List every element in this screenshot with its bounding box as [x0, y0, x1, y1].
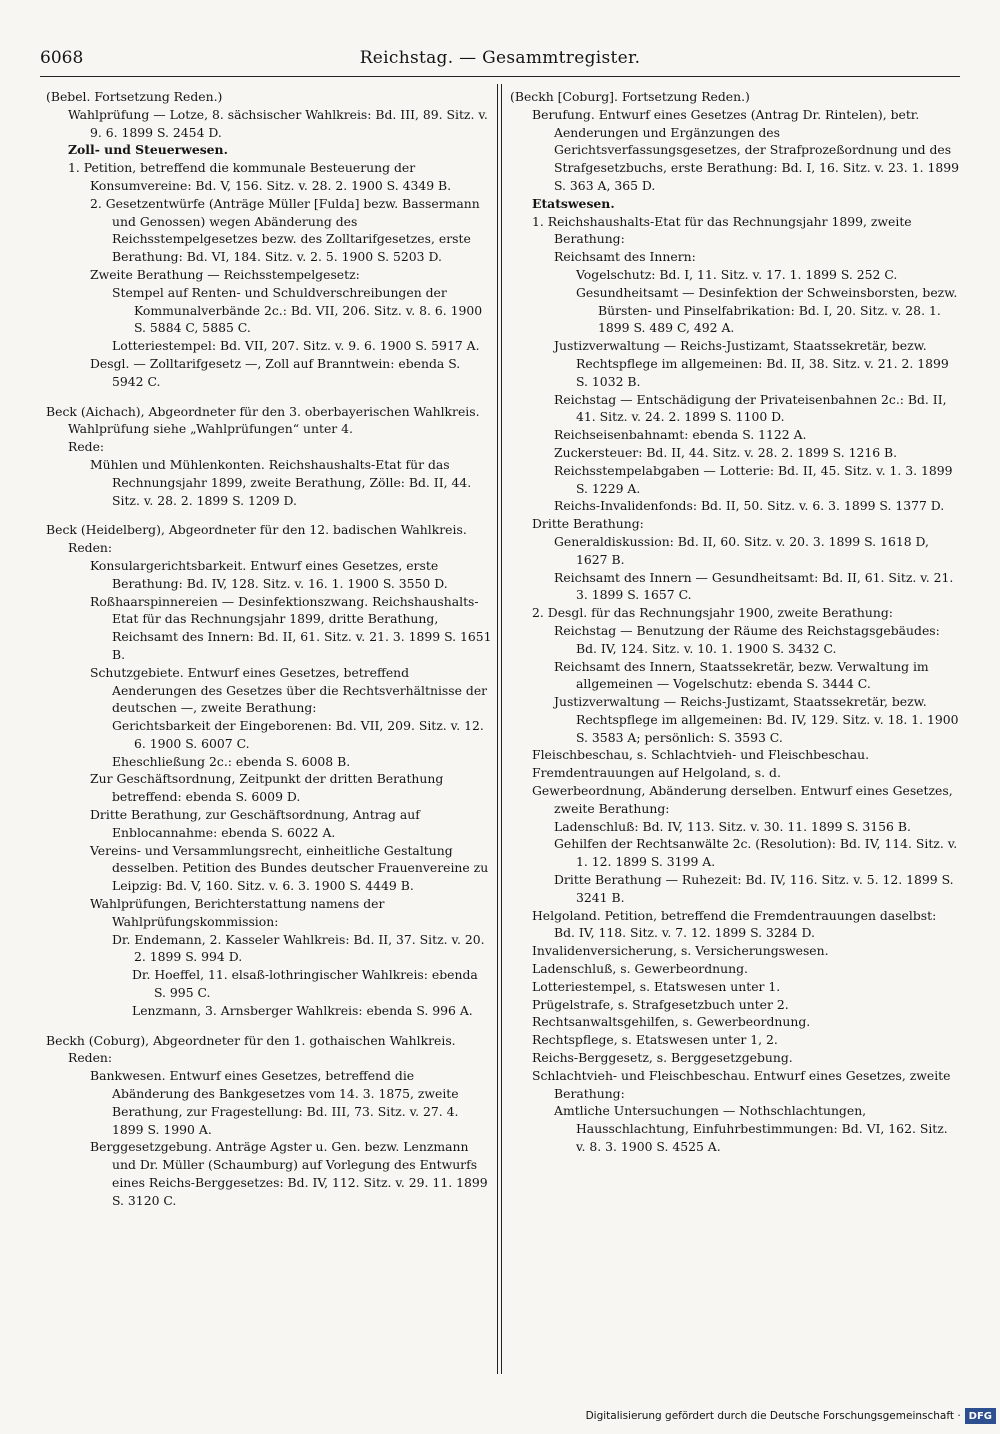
index-line: Reichs-Invalidenfonds: Bd. II, 50. Sitz. v. 6. 3. 1899 S. 1377 D. — [554, 498, 945, 514]
running-head: Reichstag. — Gesammtregister. — [359, 48, 641, 68]
index-line: Zuckersteuer: Bd. II, 44. Sitz. v. 28. 2. 1899 S. 1216 B. — [554, 444, 898, 460]
index-entry — [46, 521, 492, 1019]
index-line: 2. Gesetzentwürfe (Anträge Müller [Fulda] bezw. Bassermann und Genossen) wegen Abänderung des Reichsstempelgesetzes bezw. des Zolltarifgesetzes, erste Berathung: Bd. VI, 184. Sitz. v. 2. 5. 1900 S. 5203 D. — [90, 195, 480, 265]
index-line: Prügelstrafe, s. Strafgesetzbuch unter 2. — [532, 996, 789, 1012]
index-line: Schlachtvieh- und Fleischbeschau. Entwurf eines Gesetzes, zweite Berathung: — [532, 1067, 951, 1101]
index-line: Gewerbeordnung, Abänderung derselben. Entwurf eines Gesetzes, zweite Berathung: — [532, 783, 953, 816]
index-line: Justizverwaltung — Reichs-Justizamt, Staatssekretär, bezw. Rechtspflege im allgemeinen: Bd. II, 38. Sitz. v. 21. 2. 1899 S. 1032 B. — [554, 338, 949, 389]
index-line: Lenzmann, 3. Arnsberger Wahlkreis: ebenda S. 996 A. — [132, 1002, 473, 1018]
index-line: Dr. Endemann, 2. Kasseler Wahlkreis: Bd. II, 37. Sitz. v. 20. 2. 1899 S. 994 D. — [112, 931, 485, 965]
index-entry — [46, 403, 492, 510]
index-line: Reichsamt des Innern — Gesundheitsamt: Bd. II, 61. Sitz. v. 21. 3. 1899 S. 1657 C. — [554, 569, 954, 603]
column-divider — [497, 84, 498, 1374]
index-line: 1. Petition, betreffend die kommunale Besteuerung der Konsumvereine: Bd. V, 156. Sitz. v. 28. 2. 1900 S. 4349 B. — [68, 160, 452, 193]
index-line: Vereins- und Versammlungsrecht, einheitliche Gestaltung desselben. Petition des Bundes deutscher Frauenvereine zu Leipzig: Bd. V, 160. Sitz. v. 6. 3. 1900 S. 4449 B. — [90, 842, 489, 894]
index-line: Rechtsanwaltsgehilfen, s. Gewerbeordnung. — [532, 1014, 811, 1030]
index-line: Beck (Aichach), Abgeordneter für den 3. oberbayerischen Wahlkreis. — [46, 403, 480, 419]
index-line: Lotteriestempel: Bd. VII, 207. Sitz. v. 9. 6. 1900 S. 5917 A. — [112, 338, 480, 354]
index-line: Stempel auf Renten- und Schuldverschreibungen der Kommunalverbände 2c.: Bd. VII, 206. Sitz. v. 8. 6. 1900 S. 5884 C, 5885 C. — [112, 284, 483, 336]
index-line: Reichstag — Entschädigung der Privateisenbahnen 2c.: Bd. II, 41. Sitz. v. 24. 2. 1899 S. 1100 D. — [554, 391, 947, 425]
index-line: Konsulargerichtsbarkeit. Entwurf eines Gesetzes, erste Berathung: Bd. IV, 128. Sitz. v. 16. 1. 1900 S. 3550 D. — [90, 557, 448, 591]
left-column — [46, 88, 492, 1368]
index-line: Vogelschutz: Bd. I, 11. Sitz. v. 17. 1. 1899 S. 252 C. — [576, 266, 898, 282]
index-line: Lotteriestempel, s. Etatswesen unter 1. — [532, 978, 781, 994]
index-line: 2. Desgl. für das Rechnungsjahr 1900, zweite Berathung: — [532, 605, 893, 621]
section-heading: Etatswesen. — [532, 195, 615, 211]
index-line: Wahlprüfungen, Berichterstattung namens der Wahlprüfungskommission: — [90, 896, 385, 929]
dfg-logo: DFG — [965, 1408, 996, 1424]
index-line: Reichseisenbahnamt: ebenda S. 1122 A. — [554, 427, 807, 443]
index-line: Wahlprüfung — Lotze, 8. sächsischer Wahlkreis: Bd. III, 89. Sitz. v. 9. 6. 1899 S. 2454 D. — [68, 106, 488, 140]
index-line: Reichstag — Benutzung der Räume des Reichstagsgebäudes: Bd. IV, 124. Sitz. v. 10. 1. 1900 S. 3432 C. — [554, 622, 940, 656]
index-line: Zur Geschäftsordnung, Zeitpunkt der dritten Berathung betreffend: ebenda S. 6009 D. — [90, 771, 444, 805]
index-line: Reichsamt des Innern, Staatssekretär, bezw. Verwaltung im allgemeinen — Vogelschutz: ebenda S. 3444 C. — [554, 658, 929, 692]
index-line: Desgl. — Zolltarifgesetz —, Zoll auf Branntwein: ebenda S. 5942 C. — [90, 355, 461, 389]
index-line: Fleischbeschau, s. Schlachtvieh- und Fleischbeschau. — [532, 747, 870, 763]
index-line: Eheschließung 2c.: ebenda S. 6008 B. — [112, 753, 351, 769]
index-line: Reden: — [68, 1050, 113, 1066]
index-line: Mühlen und Mühlenkonten. Reichshaushalts-Etat für das Rechnungsjahr 1899, zweite Berathung, Zölle: Bd. II, 44. Sitz. v. 28. 2. 1899 S. 1209 D. — [90, 456, 472, 508]
index-line: 1. Reichshaushalts-Etat für das Rechnungsjahr 1899, zweite Berathung: — [532, 213, 912, 247]
footer — [586, 1406, 996, 1426]
index-line: Zweite Berathung — Reichsstempelgesetz: — [90, 266, 360, 282]
index-entry — [510, 88, 960, 1156]
index-line: (Beckh [Coburg]. Fortsetzung Reden.) — [510, 89, 750, 104]
page-number: 6068 — [40, 48, 84, 68]
index-line: Rede: — [68, 439, 105, 455]
index-line: Berggesetzgebung. Anträge Agster u. Gen. bezw. Lenzmann und Dr. Müller (Schaumburg) auf Vorlegung des Entwurfs eines Reichs-Berggesetzes: Bd. IV, 112. Sitz. v. 29. 11. 1899 S. 3120 C. — [90, 1139, 488, 1208]
index-line: Reichs-Berggesetz, s. Berggesetzgebung. — [532, 1050, 793, 1066]
index-entry — [46, 1032, 492, 1210]
index-line: Reden: — [68, 540, 113, 556]
index-line: Gehilfen der Rechtsanwälte 2c. (Resolution): Bd. IV, 114. Sitz. v. 1. 12. 1899 S. 3199 A. — [554, 836, 958, 870]
right-column — [510, 88, 960, 1368]
index-line: Dritte Berathung, zur Geschäftsordnung, Antrag auf Enblocannahme: ebenda S. 6022 A. — [90, 807, 420, 840]
index-line: Berufung. Entwurf eines Gesetzes (Antrag Dr. Rintelen), betr. Aenderungen und Ergänzungen des Gerichtsverfassungsgesetzes, der Strafprozeßordnung und des Strafgesetzbuchs, erste Berathung: Bd. I, 16. Sitz. v. 23. 1. 1899 S. 363 A, 365 D. — [532, 106, 959, 193]
footer-credit: Digitalisierung gefördert durch die Deutsche Forschungsgemeinschaft · — [585, 1410, 961, 1422]
index-line: Wahlprüfung siehe „Wahlprüfungen“ unter 4. — [68, 421, 353, 437]
index-line: Dritte Berathung — Ruhezeit: Bd. IV, 116. Sitz. v. 5. 12. 1899 S. 3241 B. — [554, 872, 954, 905]
index-line: Helgoland. Petition, betreffend die Fremdentrauungen daselbst: Bd. IV, 118. Sitz. v. 7. 12. 1899 S. 3284 D. — [532, 907, 937, 941]
index-line: Invalidenversicherung, s. Versicherungswesen. — [532, 943, 829, 959]
index-line: Bankwesen. Entwurf eines Gesetzes, betreffend die Abänderung des Bankgesetzes vom 14. 3. 1875, zweite Berathung, zur Fragestellung: Bd. III, 73. Sitz. v. 27. 4. 1899 S. 1990 A. — [90, 1068, 459, 1137]
index-line: Beckh (Coburg), Abgeordneter für den 1. gothaischen Wahlkreis. — [46, 1032, 456, 1048]
index-line: Fremdentrauungen auf Helgoland, s. d. — [532, 765, 781, 781]
index-line: Amtliche Untersuchungen — Nothschlachtungen, Hausschlachtung, Einfuhrbestimmungen: Bd. VI, 162. Sitz. v. 8. 3. 1900 S. 4525 A. — [554, 1103, 948, 1155]
index-line: Generaldiskussion: Bd. II, 60. Sitz. v. 20. 3. 1899 S. 1618 D, 1627 B. — [554, 533, 929, 567]
index-line: Gesundheitsamt — Desinfektion der Schweinsborsten, bezw. Bürsten- und Pinselfabrikation: Bd. I, 20. Sitz. v. 28. 1. 1899 S. 489 C, 492 A. — [576, 284, 958, 336]
index-line: Reichsamt des Innern: — [554, 249, 696, 265]
index-line: Reichsstempelabgaben — Lotterie: Bd. II, 45. Sitz. v. 1. 3. 1899 S. 1229 A. — [554, 462, 953, 496]
index-line: Dritte Berathung: — [532, 516, 644, 532]
index-line: Rechtspflege, s. Etatswesen unter 1, 2. — [532, 1032, 778, 1048]
index-line: Ladenschluß, s. Gewerbeordnung. — [532, 961, 748, 977]
column-divider — [501, 84, 502, 1374]
index-line: Schutzgebiete. Entwurf eines Gesetzes, betreffend Aenderungen des Gesetzes über die Rechtsverhältnisse der deutschen —, zweite Berathung: — [90, 664, 488, 716]
index-line: Dr. Hoeffel, 11. elsaß-lothringischer Wahlkreis: ebenda S. 995 C. — [132, 967, 478, 1001]
page-header — [40, 42, 960, 77]
index-line: Justizverwaltung — Reichs-Justizamt, Staatssekretär, bezw. Rechtspflege im allgemeinen: Bd. IV, 129. Sitz. v. 18. 1. 1900 S. 3583 A; persönlich: S. 3593 C. — [554, 694, 959, 745]
index-line: Roßhaarspinnereien — Desinfektionszwang. Reichshaushalts-Etat für das Rechnungsjahr 1899, dritte Berathung, Reichsamt des Innern: Bd. II, 61. Sitz. v. 21. 3. 1899 S. 1651 B. — [90, 593, 492, 662]
index-line: Ladenschluß: Bd. IV, 113. Sitz. v. 30. 11. 1899 S. 3156 B. — [554, 818, 911, 834]
index-line: (Bebel. Fortsetzung Reden.) — [46, 89, 223, 104]
index-line: Beck (Heidelberg), Abgeordneter für den 12. badischen Wahlkreis. — [46, 522, 467, 538]
index-entry — [46, 88, 492, 391]
index-line: Gerichtsbarkeit der Eingeborenen: Bd. VII, 209. Sitz. v. 12. 6. 1900 S. 6007 C. — [112, 718, 484, 751]
section-heading: Zoll- und Steuerwesen. — [68, 142, 228, 158]
